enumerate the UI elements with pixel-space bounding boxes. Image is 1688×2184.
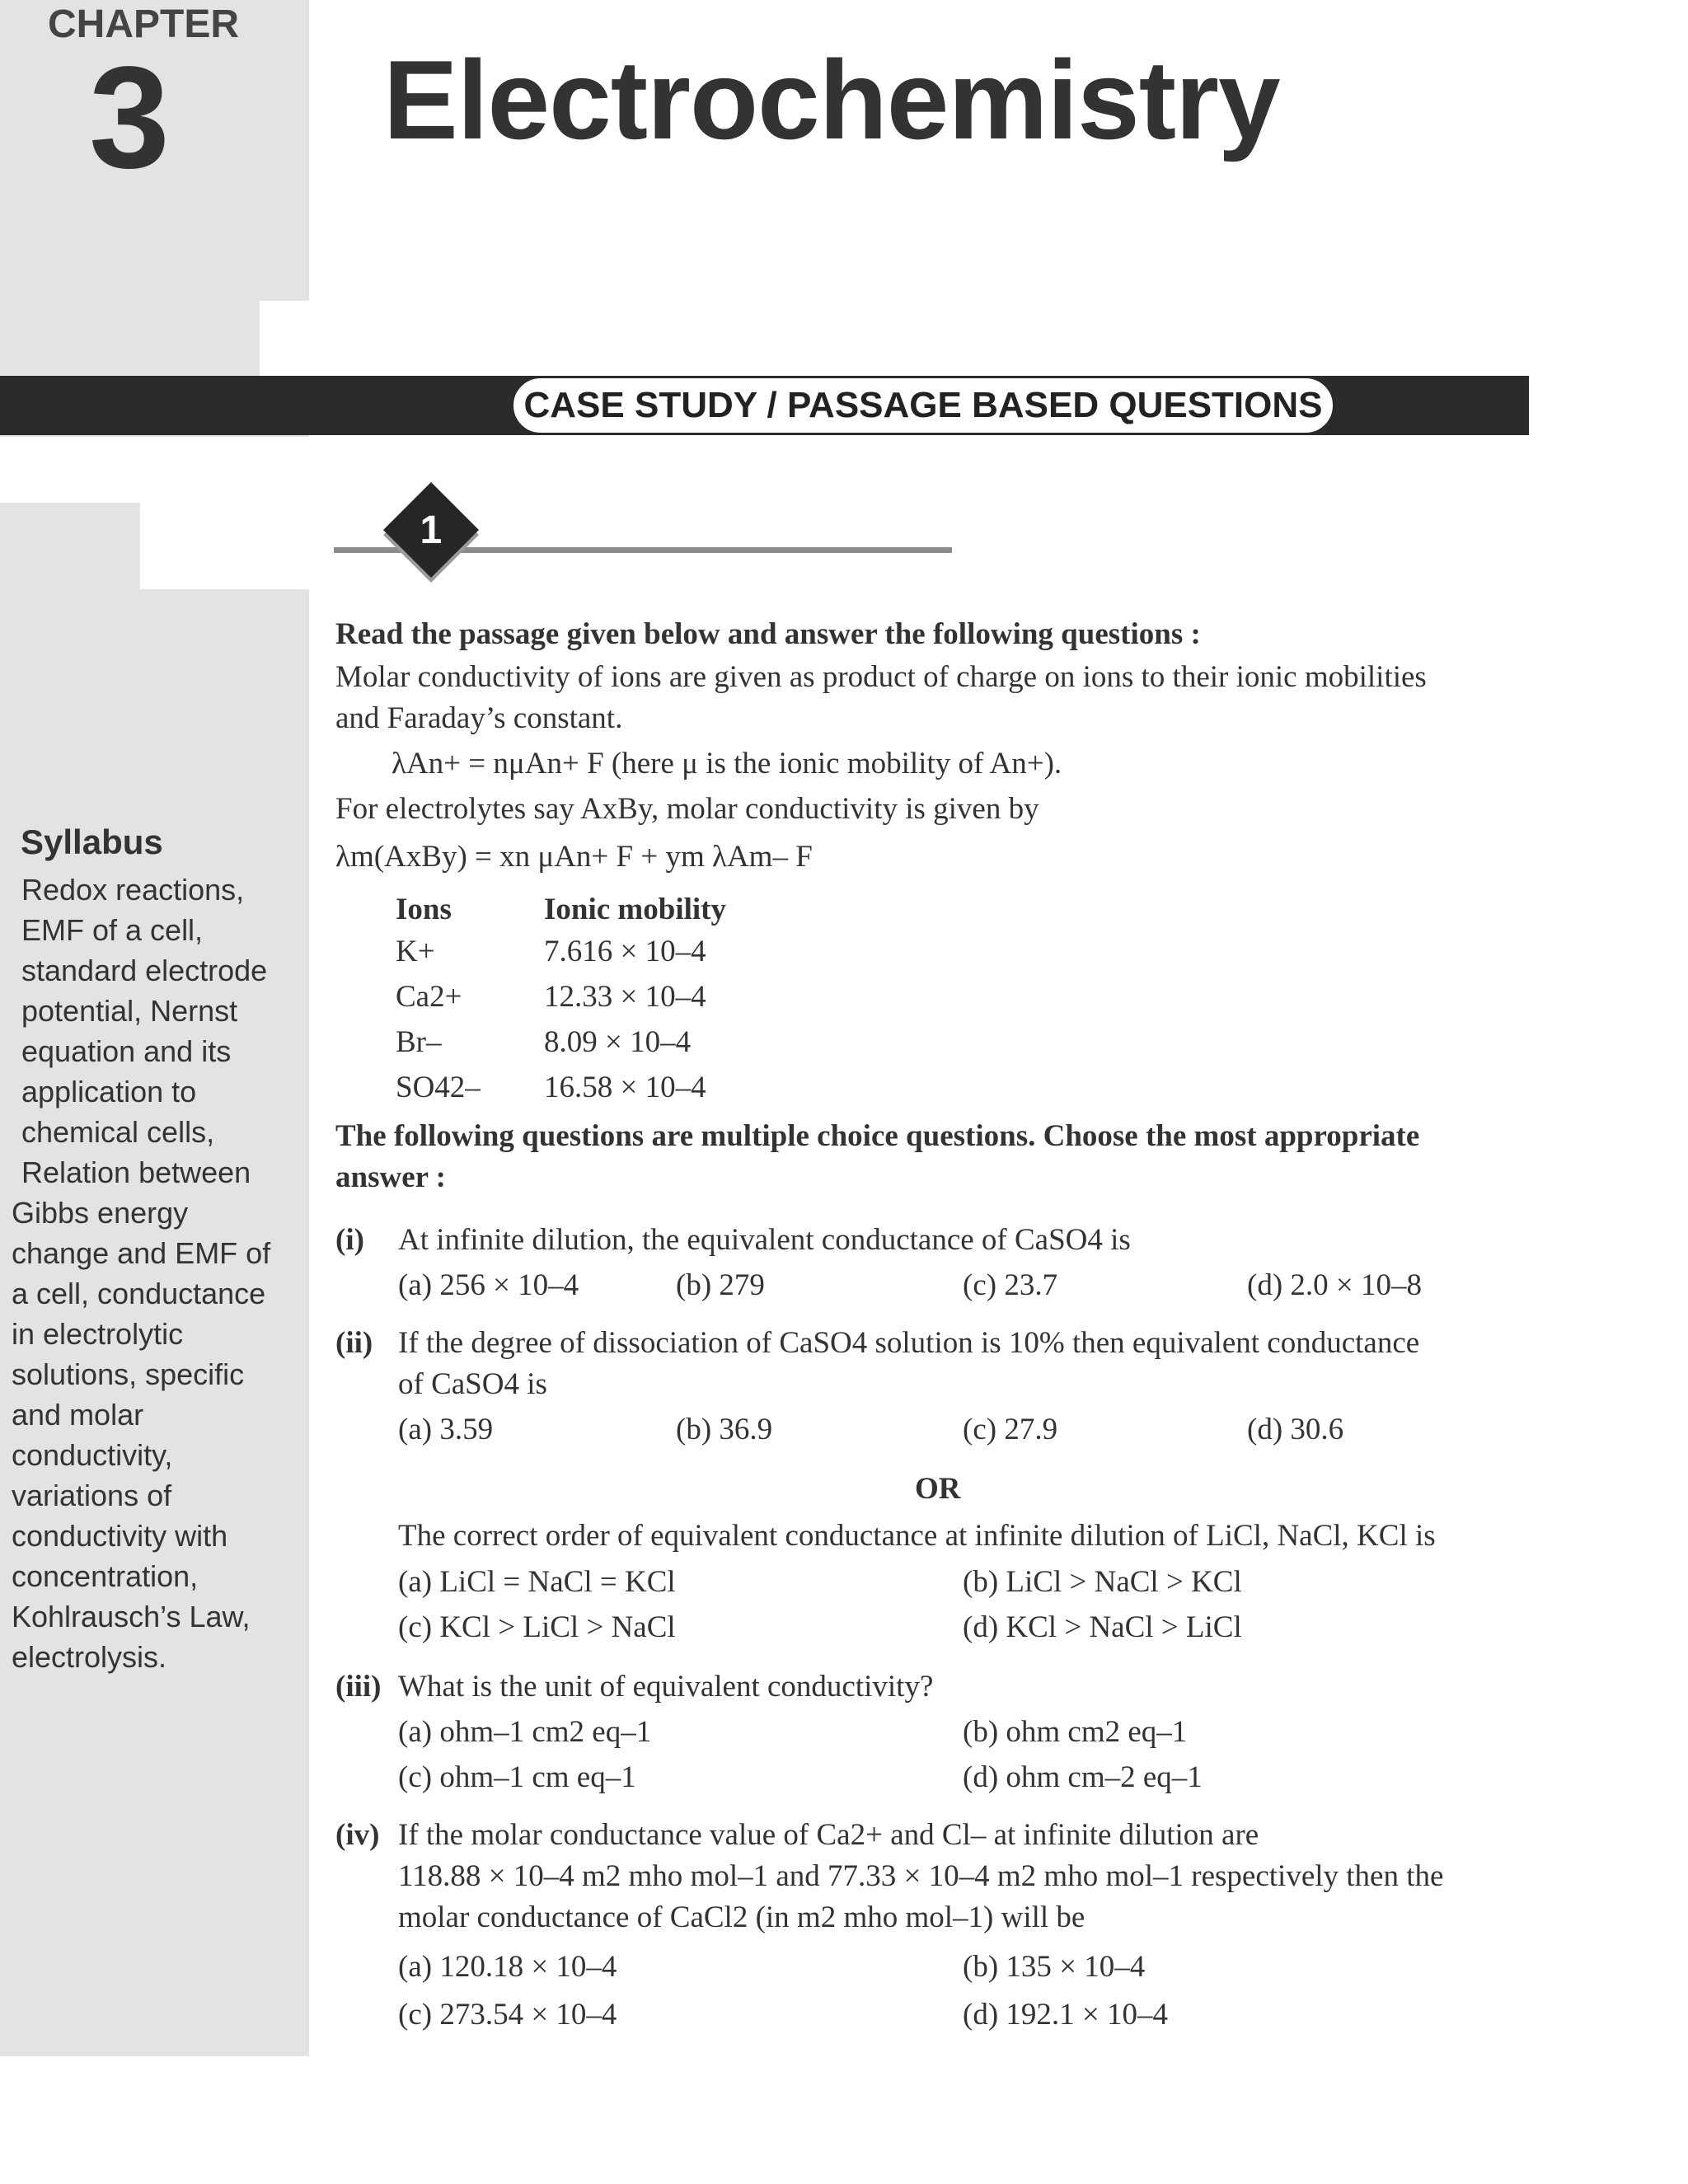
syllabus-line: standard electrode (21, 954, 268, 987)
sidebar-cutout (0, 437, 309, 503)
syllabus-line: variations of (12, 1479, 172, 1512)
syllabus-line: change and EMF of (12, 1236, 271, 1270)
table-cell-ion: K+ (396, 935, 435, 968)
table-cell-mobility: 12.33 × 10–4 (544, 980, 706, 1014)
syllabus-line: EMF of a cell, (21, 913, 204, 947)
question-number: (iv) (335, 1818, 380, 1852)
option-b: (b) 36.9 (676, 1413, 773, 1446)
option-b: (b) ohm cm2 eq–1 (963, 1715, 1188, 1749)
table-cell-mobility: 16.58 × 10–4 (544, 1071, 706, 1104)
section-banner-title: CASE STUDY / PASSAGE BASED QUESTIONS (523, 385, 1323, 425)
syllabus-line: conductivity, (12, 1438, 173, 1472)
option-c: (c) ohm–1 cm eq–1 (398, 1760, 636, 1794)
syllabus-line: chemical cells, (21, 1115, 215, 1149)
question-text: molar conductance of CaCl2 (in m2 mho mol–1) will be (398, 1900, 1085, 1934)
question-number: (i) (335, 1223, 364, 1257)
syllabus-line: electrolysis. (12, 1640, 167, 1674)
chapter-label: CHAPTER (48, 2, 240, 46)
table-cell-ion: SO42– (396, 1071, 481, 1104)
table-cell-mobility: 7.616 × 10–4 (544, 935, 706, 968)
question-number: 1 (420, 508, 443, 552)
question-number: (iii) (335, 1670, 382, 1704)
option-b: (b) 279 (676, 1268, 765, 1302)
section-banner-pill (511, 376, 1335, 435)
option-c: (c) 23.7 (963, 1268, 1058, 1302)
syllabus-line: Redox reactions, (21, 873, 245, 907)
syllabus-line: in electrolytic (12, 1317, 184, 1351)
syllabus-line: potential, Nernst (21, 994, 238, 1028)
mcq-instruction: The following questions are multiple choice questions. Choose the most appropriate (335, 1119, 1420, 1153)
sidebar-cutout (140, 503, 309, 589)
question-text: of CaSO4 is (398, 1367, 547, 1401)
option-d: (d) 192.1 × 10–4 (963, 1998, 1169, 2032)
passage-instruction: Read the passage given below and answer the following questions : (335, 617, 1201, 651)
syllabus-line: application to (21, 1075, 197, 1108)
syllabus-line: Kohlrausch’s Law, (12, 1600, 251, 1633)
option-a: (a) 120.18 × 10–4 (398, 1950, 617, 1984)
question-text: If the degree of dissociation of CaSO4 solution is 10% then equivalent conductance (398, 1326, 1420, 1360)
question-text: The correct order of equivalent conductance at infinite dilution of LiCl, NaCl, KCl is (398, 1519, 1436, 1553)
table-cell-mobility: 8.09 × 10–4 (544, 1025, 692, 1059)
syllabus-line: a cell, conductance (12, 1277, 266, 1310)
question-number: (ii) (335, 1326, 373, 1360)
syllabus-line: Gibbs energy (12, 1196, 189, 1230)
question-text: 118.88 × 10–4 m2 mho mol–1 and 77.33 × 10–4 m2 mho mol–1 respectively then the (398, 1859, 1444, 1893)
question-text: If the molar conductance value of Ca2+ and Cl– at infinite dilution are (398, 1818, 1259, 1852)
option-a: (a) 3.59 (398, 1413, 494, 1446)
passage-text: and Faraday’s constant. (335, 701, 623, 735)
syllabus-line: solutions, specific (12, 1357, 245, 1391)
syllabus-line: concentration, (12, 1559, 199, 1593)
syllabus-line: and molar (12, 1398, 144, 1432)
passage-text: For electrolytes say AxBy, molar conductivity is given by (335, 792, 1039, 826)
question-number-badge (383, 482, 479, 578)
question-text: At infinite dilution, the equivalent conductance of CaSO4 is (398, 1223, 1131, 1257)
chapter-title: Electrochemistry (383, 37, 1280, 162)
option-d: (d) 30.6 (1247, 1413, 1344, 1446)
table-cell-ion: Br– (396, 1025, 442, 1059)
option-b: (b) 135 × 10–4 (963, 1950, 1146, 1984)
option-d: (d) 2.0 × 10–8 (1247, 1268, 1423, 1302)
formula-ionic-conductivity: λAn+ = nμAn+ F (here μ is the ionic mobility of An+). (392, 747, 1062, 780)
syllabus-line: conductivity with (12, 1519, 228, 1553)
table-cell-ion: Ca2+ (396, 980, 462, 1014)
chapter-number: 3 (89, 37, 170, 199)
syllabus-line: equation and its (21, 1034, 232, 1068)
question-text: What is the unit of equivalent conductivity? (398, 1670, 934, 1704)
syllabus-heading: Syllabus (21, 823, 163, 861)
option-a: (a) LiCl = NaCl = KCl (398, 1565, 676, 1599)
syllabus-list (12, 869, 304, 1677)
option-a: (a) 256 × 10–4 (398, 1268, 579, 1302)
mcq-instruction: answer : (335, 1160, 446, 1194)
option-b: (b) LiCl > NaCl > KCl (963, 1565, 1242, 1599)
formula-molar-conductivity: λm(AxBy) = xn μAn+ F + ym λAm– F (335, 840, 813, 874)
table-header-mobility: Ionic mobility (544, 893, 726, 926)
option-a: (a) ohm–1 cm2 eq–1 (398, 1715, 652, 1749)
option-d: (d) ohm cm–2 eq–1 (963, 1760, 1203, 1794)
passage-text: Molar conductivity of ions are given as product of charge on ions to their ionic mobilities (335, 660, 1427, 694)
option-d: (d) KCl > NaCl > LiCl (963, 1610, 1242, 1644)
table-header-ions: Ions (396, 893, 452, 926)
option-c: (c) KCl > LiCl > NaCl (398, 1610, 676, 1644)
or-separator: OR (915, 1472, 961, 1506)
option-c: (c) 27.9 (963, 1413, 1058, 1446)
syllabus-line: Relation between (21, 1155, 251, 1189)
option-c: (c) 273.54 × 10–4 (398, 1998, 617, 2032)
